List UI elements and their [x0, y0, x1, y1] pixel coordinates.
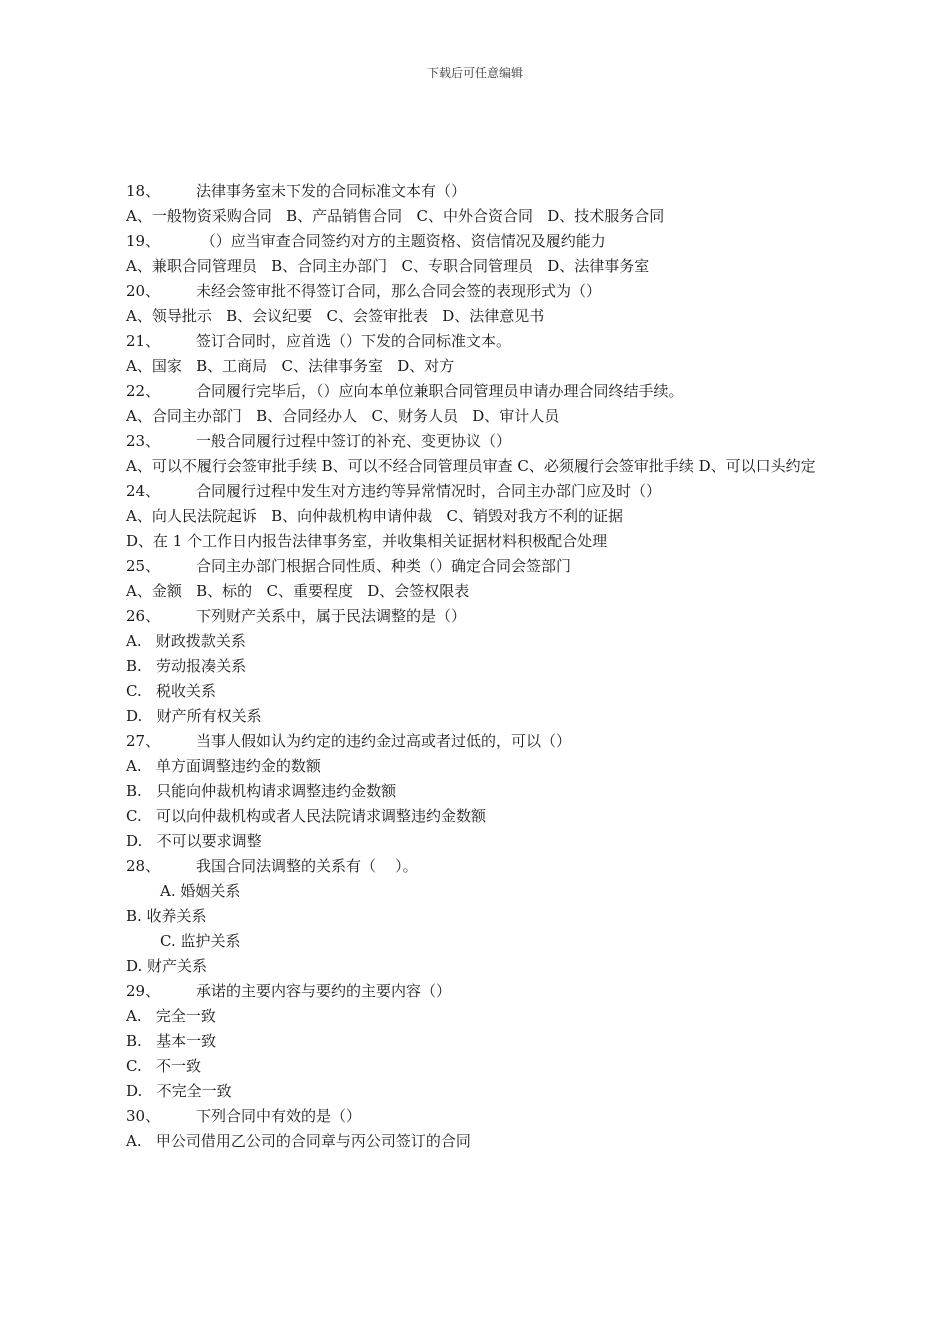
question-line: [126, 379, 838, 404]
question-text: 合同履行过程中发生对方违约等异常情况时，合同主办部门应及时（）: [196, 482, 662, 500]
option-line: A. 财政拨款关系: [126, 632, 246, 650]
question-text: 合同主办部门根据合同性质、种类（）确定合同会签部门: [196, 557, 572, 575]
question-line: [126, 329, 838, 354]
question-text: 合同履行完毕后，（）应向本单位兼职合同管理员申请办理合同终结手续。: [196, 382, 684, 400]
option-line: B. 收养关系: [126, 907, 207, 925]
question-line: [126, 479, 838, 504]
option-line: A. 甲公司借用乙公司的合同章与丙公司签订的合同: [126, 1132, 471, 1150]
question-number: 26、: [126, 607, 161, 625]
question-line: [126, 729, 838, 754]
question-line: [126, 604, 838, 629]
option-line: B. 劳动报凑关系: [126, 657, 247, 675]
question-text: 我国合同法调整的关系有（ ）。: [196, 857, 418, 875]
option-line: C. 监护关系: [160, 932, 241, 950]
option-line: A、国家 B、工商局 C、法律事务室 D、对方: [126, 357, 455, 375]
option-line: A. 婚姻关系: [160, 882, 241, 900]
question-number: 23、: [126, 432, 161, 450]
question-text: 签订合同时，应首选（）下发的合同标准文本。: [196, 332, 512, 350]
option-line: A. 完全一致: [126, 1007, 216, 1025]
question-number: 21、: [126, 332, 161, 350]
question-line: [126, 179, 838, 204]
question-line: [126, 279, 838, 304]
question-text: 下列财产关系中，属于民法调整的是（）: [196, 607, 467, 625]
question-text: 未经会签审批不得签订合同，那么合同会签的表现形式为（）: [196, 282, 602, 300]
question-line: [126, 429, 838, 454]
question-number: 18、: [126, 182, 161, 200]
question-line: [126, 1104, 838, 1129]
document-body: [126, 179, 838, 1154]
option-line: B. 只能向仲裁机构请求调整违约金数额: [126, 782, 397, 800]
question-text: 法律事务室未下发的合同标准文本有（）: [196, 182, 467, 200]
question-number: 19、: [126, 232, 161, 250]
question-text: 承诺的主要内容与要约的主要内容（）: [196, 982, 452, 1000]
option-line: C. 可以向仲裁机构或者人民法院请求调整违约金数额: [126, 807, 487, 825]
option-line: A、可以不履行会签审批手续 B、可以不经合同管理员审查 C、必须履行会签审批手续 D、可以口头约定: [126, 457, 816, 475]
option-line: D. 不可以要求调整: [126, 832, 262, 850]
option-line: A、领导批示 B、会议纪要 C、会签审批表 D、法律意见书: [126, 307, 545, 325]
question-number: 20、: [126, 282, 161, 300]
option-line: D. 财产所有权关系: [126, 707, 262, 725]
question-number: 22、: [126, 382, 161, 400]
question-number: 30、: [126, 1107, 161, 1125]
question-number: 28、: [126, 857, 161, 875]
option-line: A、一般物资采购合同 B、产品销售合同 C、中外合资合同 D、技术服务合同: [126, 207, 665, 225]
question-line: [126, 854, 838, 879]
question-text: 当事人假如认为约定的违约金过高或者过低的，可以（）: [196, 732, 572, 750]
page-header: 下载后可任意编辑: [426, 66, 523, 80]
question-text: （）应当审查合同签约对方的主题资格、资信情况及履约能力: [196, 232, 606, 250]
option-line: A、兼职合同管理员 B、合同主办部门 C、专职合同管理员 D、法律事务室: [126, 257, 650, 275]
question-number: 27、: [126, 732, 161, 750]
question-line: [126, 979, 838, 1004]
option-line: D、在 1 个工作日内报告法律事务室，并收集相关证据材料积极配合处理: [126, 532, 608, 550]
option-line: C. 税收关系: [126, 682, 217, 700]
question-number: 29、: [126, 982, 161, 1000]
question-text: 一般合同履行过程中签订的补充、变更协议（）: [196, 432, 512, 450]
option-line: A、合同主办部门 B、合同经办人 C、财务人员 D、审计人员: [126, 407, 560, 425]
option-line: D. 不完全一致: [126, 1082, 232, 1100]
question-line: [126, 229, 838, 254]
question-number: 24、: [126, 482, 161, 500]
option-line: B. 基本一致: [126, 1032, 217, 1050]
question-number: 25、: [126, 557, 161, 575]
option-line: A、金额 B、标的 C、重要程度 D、会签权限表: [126, 582, 470, 600]
question-line: [126, 554, 838, 579]
option-line: A、向人民法院起诉 B、向仲裁机构申请仲裁 C、销毁对我方不利的证据: [126, 507, 623, 525]
question-text: 下列合同中有效的是（）: [196, 1107, 362, 1125]
option-line: C. 不一致: [126, 1057, 202, 1075]
option-line: A. 单方面调整违约金的数额: [126, 757, 321, 775]
option-line: D. 财产关系: [126, 957, 208, 975]
